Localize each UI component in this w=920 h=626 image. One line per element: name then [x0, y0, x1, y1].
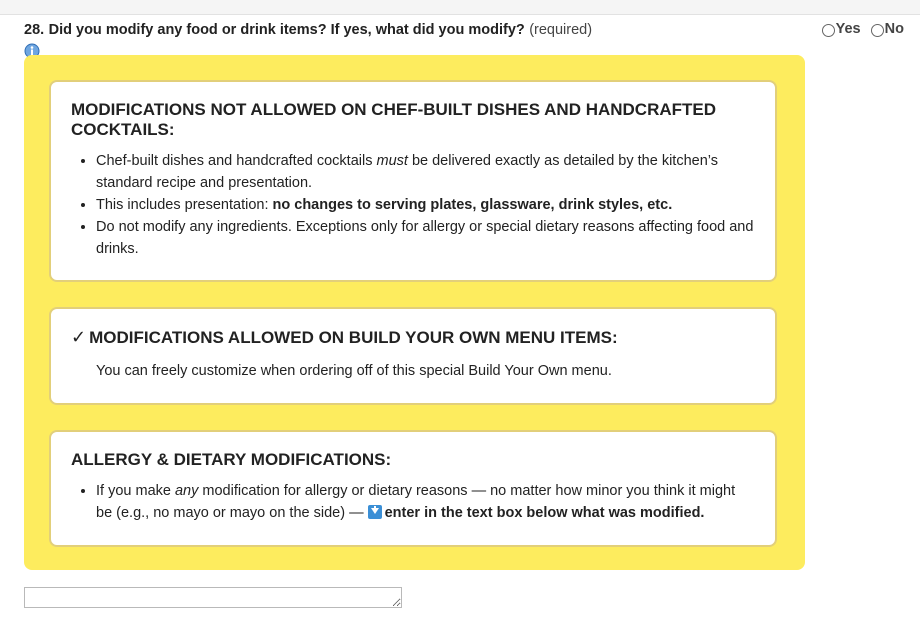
card-allergy-list [71, 480, 755, 524]
radio-yes-circle[interactable] [822, 24, 835, 37]
card-allowed-title-text: MODIFICATIONS ALLOWED ON BUILD YOUR OWN MENU ITEMS: [89, 328, 618, 347]
list-item [96, 194, 755, 216]
item-strong: no changes to serving plates, glassware, drink styles, etc. [272, 197, 673, 213]
item-text: modification for allergy or dietary reasons — no matter how minor you think it might be (e.g., no mayo or mayo on the side) — [96, 483, 736, 521]
item-emphasis: any [174, 483, 199, 499]
item-strong: enter in the text box below what was modified. [384, 505, 705, 521]
card-allowed-title [71, 327, 755, 348]
question-number: 28. [24, 22, 45, 38]
item-text: Do not modify any ingredients. Exceptions only for allergy or special dietary reasons affecting food and drinks. [96, 219, 754, 257]
list-item [96, 150, 755, 194]
question-row [24, 21, 904, 45]
radio-no-circle[interactable] [871, 24, 884, 37]
item-text: be delivered exactly as detailed by the kitchen’s standard recipe and presentation. [96, 153, 718, 191]
radio-yes[interactable] [822, 21, 861, 37]
modification-answer-textarea[interactable] [24, 587, 402, 608]
item-text: If you make [96, 483, 175, 499]
check-icon: ✓ [71, 327, 87, 347]
list-item [96, 480, 755, 524]
instructions-panel [24, 55, 805, 570]
card-allergy-title: ALLERGY & DIETARY MODIFICATIONS: [71, 450, 392, 469]
question-line [24, 21, 592, 39]
question-text: Did you modify any food or drink items? If yes, what did you modify? [48, 22, 525, 38]
card-not-allowed [49, 80, 777, 282]
item-text: Chef-built dishes and handcrafted cocktails [96, 153, 377, 169]
card-not-allowed-title: MODIFICATIONS NOT ALLOWED ON CHEF-BUILT DISHES AND HANDCRAFTED COCKTAILS: [71, 100, 717, 139]
radio-no-label[interactable]: No [884, 21, 904, 37]
survey-page [0, 14, 920, 626]
card-not-allowed-list [71, 150, 755, 260]
yes-no-radio-group [816, 21, 904, 40]
item-text: This includes presentation: [96, 197, 273, 213]
required-label: (required) [529, 22, 593, 38]
radio-yes-label[interactable]: Yes [835, 21, 861, 37]
card-allowed [49, 307, 777, 405]
list-item [96, 216, 755, 260]
card-allergy [49, 430, 777, 547]
item-emphasis: must [376, 153, 408, 169]
radio-no[interactable] [871, 21, 904, 37]
down-arrow-icon [368, 505, 382, 519]
card-allowed-body: You can freely customize when ordering off of this special Build Your Own menu. [96, 363, 612, 379]
